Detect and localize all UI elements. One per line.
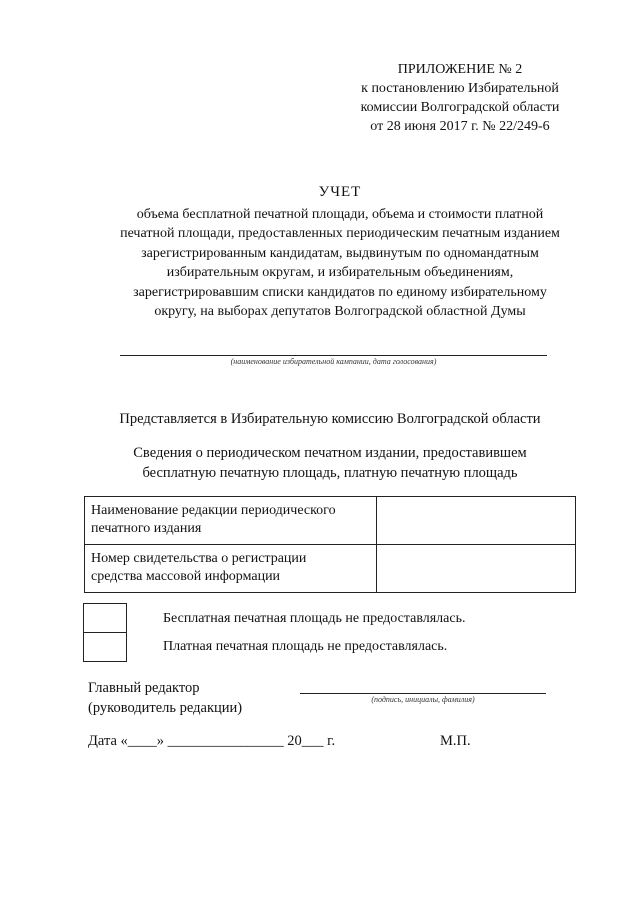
info-heading-line: Сведения о периодическом печатном издании, предоставившем <box>133 445 527 461</box>
chief-editor-subtitle: (руководитель редакции) <box>88 700 243 716</box>
campaign-name-line[interactable] <box>120 355 547 356</box>
title-line: объема бесплатной печатной площади, объема и стоимости платной <box>136 206 544 222</box>
appendix-date: от 28 июня 2017 г. № 22/249-6 <box>370 119 550 134</box>
paid-space-checkbox[interactable] <box>83 632 127 662</box>
info-heading <box>60 443 600 483</box>
submitted-to: Представляется в Избирательную комиссию Волгоградской области <box>119 411 541 427</box>
free-space-label: Бесплатная печатная площадь не предоставлялась. <box>163 611 466 626</box>
signature-line[interactable] <box>300 693 546 694</box>
campaign-caption: (наименование избирательной кампании, дата голосования) <box>230 357 437 366</box>
appendix-resolution: к постановлению Избирательной <box>361 81 559 96</box>
registration-number-label: Номер свидетельства о регистрации средства массовой информации <box>85 545 377 593</box>
document-title <box>100 183 580 322</box>
title-line: зарегистрированным кандидатам, выдвинутым по одномандатным <box>141 245 539 261</box>
stamp-label: М.П. <box>440 733 471 749</box>
editorial-name-label: Наименование редакции периодического печатного издания <box>85 497 377 545</box>
publication-info-table <box>84 496 576 593</box>
chief-editor-label <box>88 678 242 718</box>
title-main: УЧЕТ <box>318 184 362 200</box>
title-line: зарегистрировавшим списки кандидатов по единому избирательному <box>133 284 547 300</box>
info-heading-line: бесплатную печатную площадь, платную печатную площадь <box>142 465 518 481</box>
appendix-commission: комиссии Волгоградской области <box>360 100 560 115</box>
free-space-checkbox[interactable] <box>83 603 127 633</box>
title-line: округу, на выборах депутатов Волгоградской областной Думы <box>154 304 526 319</box>
editorial-name-value[interactable] <box>377 497 576 545</box>
table-row <box>85 497 576 545</box>
date-field[interactable]: Дата «____» ________________ 20___ г. <box>88 733 336 749</box>
chief-editor-title: Главный редактор <box>88 680 200 696</box>
appendix-header <box>340 60 580 136</box>
appendix-number: ПРИЛОЖЕНИЕ № 2 <box>397 62 523 77</box>
title-line: печатной площади, предоставленных периодическим печатным изданием <box>120 226 560 241</box>
table-row <box>85 545 576 593</box>
paid-space-label: Платная печатная площадь не предоставлялась. <box>163 639 448 654</box>
title-line: избирательным округам, и избирательным объединениям, <box>166 265 514 280</box>
signature-caption: (подпись, инициалы, фамилия) <box>371 695 475 704</box>
registration-number-value[interactable] <box>377 545 576 593</box>
